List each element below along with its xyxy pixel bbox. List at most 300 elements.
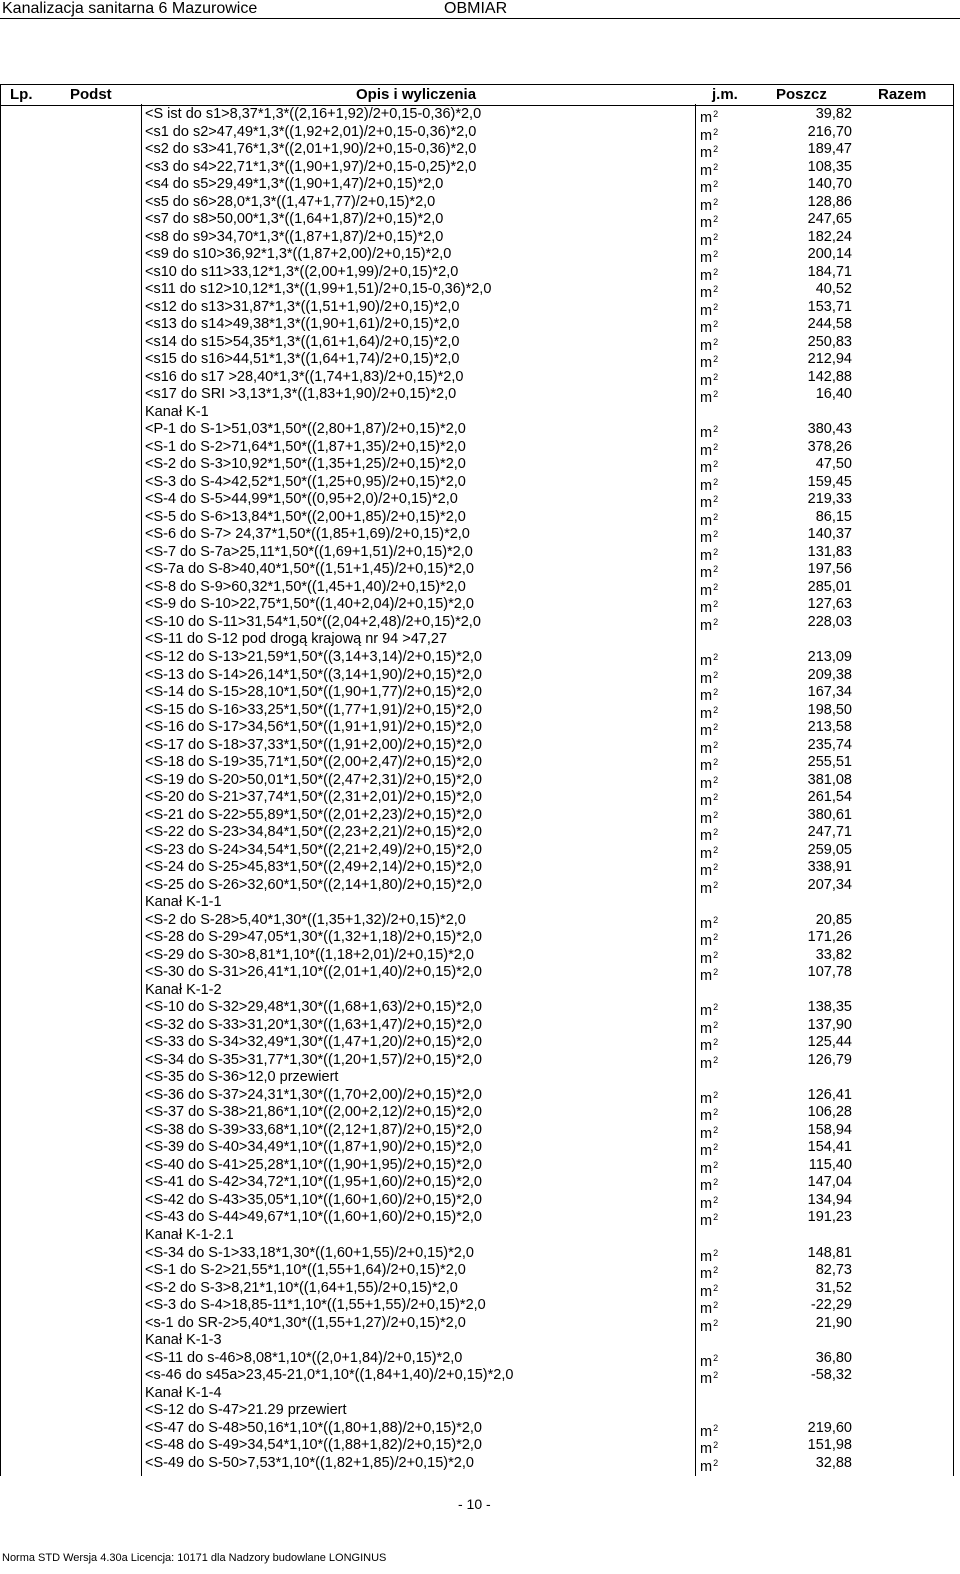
row-value: 128,86	[807, 193, 852, 210]
table-row	[0, 842, 960, 860]
row-description: Kanał K-1-2	[145, 981, 222, 998]
row-value: 36,80	[815, 1349, 852, 1366]
row-description: <S-7 do S-7a>25,11*1,50*((1,69+1,51)/2+0,15)*2,0	[145, 543, 473, 560]
row-value: 159,45	[807, 473, 852, 490]
row-description: <S-30 do S-31>26,41*1,10*((2,01+1,40)/2+0,15)*2,0	[145, 964, 482, 981]
row-unit-exponent: 2	[713, 1370, 719, 1381]
table-row	[0, 1280, 960, 1298]
table-row	[0, 1437, 960, 1458]
row-unit-base: m	[700, 1301, 713, 1318]
table-row	[0, 596, 960, 617]
row-unit-base: m	[700, 915, 713, 932]
section-title: OBMIAR	[444, 0, 508, 17]
row-description: <S-3 do S-4>18,85-11*1,10*((1,55+1,55)/2+0,15)*2,0	[145, 1297, 486, 1314]
row-unit-exponent: 2	[713, 862, 719, 873]
row-unit-exponent: 2	[713, 757, 719, 768]
row-description: <s14 do s15>54,35*1,3*((1,61+1,64)/2+0,15)*2,0	[145, 333, 460, 350]
table-row	[0, 386, 960, 407]
row-value: 338,91	[807, 859, 852, 876]
row-unit-exponent: 2	[713, 669, 719, 680]
table-row	[0, 316, 960, 337]
row-unit-base: m	[700, 1213, 713, 1230]
row-unit-exponent: 2	[713, 389, 719, 400]
row-unit-base: m	[700, 600, 713, 617]
table-row	[0, 1332, 960, 1350]
row-unit-exponent: 2	[713, 1002, 719, 1013]
row-unit-base: m	[700, 688, 713, 705]
row-value: 140,37	[807, 526, 852, 543]
table-row	[0, 719, 960, 740]
row-unit-exponent: 2	[713, 529, 719, 540]
table-row	[0, 614, 960, 632]
row-description: <S-1 do S-2>21,55*1,10*((1,55+1,64)/2+0,15)*2,0	[145, 1262, 466, 1279]
row-description: <s7 do s8>50,00*1,3*((1,64+1,87)/2+0,15)*2,0	[145, 211, 444, 228]
table-row	[0, 649, 960, 667]
table-row	[0, 1052, 960, 1070]
row-unit-base: m	[700, 810, 713, 827]
row-value: 380,61	[807, 806, 852, 823]
row-description: <s1 do s2>47,49*1,3*((1,92+2,01)/2+0,15-0,36)*2,0	[145, 123, 477, 140]
table-row	[0, 894, 960, 912]
row-unit-exponent: 2	[713, 687, 719, 698]
table-row	[0, 421, 960, 442]
row-unit-exponent: 2	[713, 722, 719, 733]
row-value: 33,82	[815, 946, 852, 963]
table-row	[0, 999, 960, 1020]
row-unit-exponent: 2	[713, 1107, 719, 1118]
row-value: 191,23	[807, 1209, 852, 1226]
column-header-jm: j.m.	[712, 86, 738, 103]
row-description: <S-6 do S-7> 24,37*1,50*((1,85+1,69)/2+0,15)*2,0	[145, 526, 470, 543]
row-unit-exponent: 2	[713, 319, 719, 330]
row-unit-base: m	[700, 582, 713, 599]
row-description: <S-28 do S-29>47,05*1,30*((1,32+1,18)/2+0,15)*2,0	[145, 929, 482, 946]
row-unit	[700, 1455, 718, 1477]
table-row	[0, 912, 960, 930]
row-description: <S-10 do S-32>29,48*1,30*((1,68+1,63)/2+0,15)*2,0	[145, 999, 482, 1016]
row-description: <S-14 do S-15>28,10*1,50*((1,90+1,77)/2+0,15)*2,0	[145, 684, 482, 701]
row-unit-exponent: 2	[713, 266, 719, 277]
table-row	[0, 106, 960, 124]
row-unit-exponent: 2	[713, 616, 719, 627]
row-description: <S-39 do S-40>34,49*1,10*((1,87+1,90)/2+0,15)*2,0	[145, 1139, 482, 1156]
row-unit-exponent: 2	[713, 144, 719, 155]
page-number: - 10 -	[458, 1496, 491, 1512]
row-value: 40,52	[815, 281, 852, 298]
row-unit-exponent: 2	[713, 879, 719, 890]
row-description: Kanał K-1	[145, 403, 209, 420]
row-unit-exponent: 2	[713, 1177, 719, 1188]
row-description: <s15 do s16>44,51*1,3*((1,64+1,74)/2+0,15)*2,0	[145, 351, 460, 368]
row-value: 20,85	[815, 911, 852, 928]
table-row	[0, 491, 960, 512]
table-row	[0, 334, 960, 352]
row-description: <S-15 do S-16>33,25*1,50*((1,77+1,91)/2+0,15)*2,0	[145, 701, 482, 718]
row-value: 167,34	[807, 684, 852, 701]
row-description: <S-12 do S-13>21,59*1,50*((3,14+3,14)/2+0,15)*2,0	[145, 648, 482, 665]
table-row	[0, 1157, 960, 1175]
row-value: 213,09	[807, 648, 852, 665]
table-row	[0, 1069, 960, 1087]
row-description: <s2 do s3>41,76*1,3*((2,01+1,90)/2+0,15-0,36)*2,0	[145, 141, 477, 158]
row-unit-exponent: 2	[713, 564, 719, 575]
row-unit-base: m	[700, 1441, 713, 1458]
table-row	[0, 877, 960, 895]
row-unit-exponent: 2	[713, 1212, 719, 1223]
row-description: <S-1 do S-2>71,64*1,50*((1,87+1,35)/2+0,15)*2,0	[145, 438, 466, 455]
row-unit-base: m	[700, 215, 713, 232]
table-row	[0, 1227, 960, 1245]
row-description: <S-43 do S-44>49,67*1,10*((1,60+1,60)/2+0,15)*2,0	[145, 1209, 482, 1226]
column-header-razem: Razem	[878, 86, 927, 103]
row-value: 228,03	[807, 613, 852, 630]
table-row	[0, 176, 960, 197]
row-unit-base: m	[700, 1283, 713, 1300]
table-row	[0, 474, 960, 492]
row-unit-base: m	[700, 652, 713, 669]
table-row	[0, 159, 960, 177]
column-header-poszcz: Poszcz	[776, 86, 827, 103]
table-row	[0, 141, 960, 162]
table-row	[0, 246, 960, 267]
row-unit-base: m	[700, 425, 713, 442]
row-unit-base: m	[700, 828, 713, 845]
row-unit-base: m	[700, 180, 713, 197]
row-description: <S-35 do S-36>12,0 przewiert	[145, 1069, 339, 1086]
row-value: 261,54	[807, 789, 852, 806]
row-value: 126,41	[807, 1086, 852, 1103]
table-row	[0, 281, 960, 302]
row-description: <S-36 do S-37>24,31*1,30*((1,70+2,00)/2+0,15)*2,0	[145, 1086, 482, 1103]
row-unit-exponent: 2	[713, 1194, 719, 1205]
row-value: 247,71	[807, 824, 852, 841]
row-unit-exponent: 2	[713, 441, 719, 452]
row-value: 86,15	[815, 508, 852, 525]
row-value: 189,47	[807, 141, 852, 158]
row-value: 200,14	[807, 246, 852, 263]
row-unit-base: m	[700, 1020, 713, 1037]
row-unit-base: m	[700, 477, 713, 494]
row-unit-base: m	[700, 162, 713, 179]
row-unit-base: m	[700, 845, 713, 862]
row-unit-base: m	[700, 285, 713, 302]
row-unit-exponent: 2	[713, 1247, 719, 1258]
row-unit-exponent: 2	[713, 179, 719, 190]
row-unit-exponent: 2	[713, 546, 719, 557]
row-description: <s3 do s4>22,71*1,3*((1,90+1,97)/2+0,15-0,25)*2,0	[145, 158, 477, 175]
row-unit-exponent: 2	[713, 424, 719, 435]
row-unit-exponent: 2	[713, 949, 719, 960]
row-description: <S-22 do S-23>34,84*1,50*((2,23+2,21)/2+0,15)*2,0	[145, 824, 482, 841]
row-description: Kanał K-1-3	[145, 1332, 222, 1349]
header-rule	[0, 18, 960, 19]
row-unit-base: m	[700, 1423, 713, 1440]
row-value: 147,04	[807, 1174, 852, 1191]
row-unit-base: m	[700, 1318, 713, 1335]
row-unit-exponent: 2	[713, 1457, 719, 1468]
row-value: 213,58	[807, 719, 852, 736]
row-description: <P-1 do S-1>51,03*1,50*((2,80+1,87)/2+0,15)*2,0	[145, 421, 466, 438]
table-row	[0, 124, 960, 142]
row-unit-base: m	[700, 547, 713, 564]
row-unit-base: m	[700, 723, 713, 740]
table-row	[0, 579, 960, 597]
row-value: 16,40	[815, 386, 852, 403]
table-row	[0, 439, 960, 457]
row-description: <s13 do s14>49,38*1,3*((1,90+1,61)/2+0,15)*2,0	[145, 316, 460, 333]
row-value: 158,94	[807, 1121, 852, 1138]
row-value: 127,63	[807, 596, 852, 613]
table-row	[0, 299, 960, 317]
row-value: 197,56	[807, 561, 852, 578]
table-row	[0, 1139, 960, 1160]
row-unit-exponent: 2	[713, 739, 719, 750]
row-unit-exponent: 2	[713, 809, 719, 820]
row-unit-exponent: 2	[713, 1124, 719, 1135]
row-description: <S-13 do S-14>26,14*1,50*((3,14+1,90)/2+0,15)*2,0	[145, 666, 482, 683]
row-unit-exponent: 2	[713, 231, 719, 242]
row-unit-base: m	[700, 670, 713, 687]
table-row	[0, 929, 960, 950]
row-unit-exponent: 2	[713, 196, 719, 207]
row-value: -58,32	[810, 1367, 852, 1384]
row-unit-exponent: 2	[713, 1265, 719, 1276]
row-description: <S-2 do S-28>5,40*1,30*((1,35+1,32)/2+0,15)*2,0	[145, 911, 466, 928]
row-value: 380,43	[807, 421, 852, 438]
table-row	[0, 1297, 960, 1318]
row-unit-exponent: 2	[713, 354, 719, 365]
row-value: 216,70	[807, 123, 852, 140]
row-value: 142,88	[807, 368, 852, 385]
table-row	[0, 807, 960, 825]
row-unit-base: m	[700, 740, 713, 757]
row-description: <s-46 do s45a>23,45-21,0*1,10*((1,84+1,40)/2+0,15)*2,0	[145, 1367, 514, 1384]
row-unit-exponent: 2	[713, 1440, 719, 1451]
table-row	[0, 1174, 960, 1195]
row-unit-exponent: 2	[713, 1037, 719, 1048]
row-description: Kanał K-1-4	[145, 1384, 222, 1401]
row-unit-base: m	[700, 460, 713, 477]
row-unit-base: m	[700, 617, 713, 634]
row-unit-base: m	[700, 933, 713, 950]
row-value: 31,52	[815, 1279, 852, 1296]
row-unit-base: m	[700, 495, 713, 512]
row-unit-exponent: 2	[713, 844, 719, 855]
row-unit-exponent: 2	[713, 161, 719, 172]
row-description: <s8 do s9>34,70*1,3*((1,87+1,87)/2+0,15)*2,0	[145, 228, 444, 245]
row-description: <S-34 do S-35>31,77*1,30*((1,20+1,57)/2+0,15)*2,0	[145, 1051, 482, 1068]
row-description: <s5 do s6>28,0*1,3*((1,47+1,77)/2+0,15)*2,0	[145, 193, 436, 210]
row-description: <S-24 do S-25>45,83*1,50*((2,49+2,14)/2+0,15)*2,0	[145, 859, 482, 876]
table-row	[0, 1402, 960, 1420]
row-value: 219,33	[807, 491, 852, 508]
row-value: 39,82	[815, 106, 852, 122]
row-unit-base: m	[700, 1266, 713, 1283]
row-unit-base: m	[700, 110, 713, 126]
row-description: <S-21 do S-22>55,89*1,50*((2,01+2,23)/2+0,15)*2,0	[145, 806, 482, 823]
row-unit-exponent: 2	[713, 494, 719, 505]
row-value: 182,24	[807, 228, 852, 245]
table-row	[0, 194, 960, 212]
row-unit-base: m	[700, 302, 713, 319]
row-unit-base: m	[700, 390, 713, 407]
row-unit-base: m	[700, 565, 713, 582]
table-row	[0, 526, 960, 547]
row-value: 106,28	[807, 1104, 852, 1121]
row-unit-exponent: 2	[713, 651, 719, 662]
table-row	[0, 1420, 960, 1438]
row-unit-exponent: 2	[713, 914, 719, 925]
row-unit-base: m	[700, 530, 713, 547]
table-row	[0, 754, 960, 775]
row-unit-exponent: 2	[713, 371, 719, 382]
row-unit-exponent: 2	[713, 774, 719, 785]
row-unit-base: m	[700, 793, 713, 810]
table-row	[0, 1367, 960, 1388]
row-value: 244,58	[807, 316, 852, 333]
row-unit-exponent: 2	[713, 1317, 719, 1328]
table-row	[0, 1455, 960, 1473]
row-value: 209,38	[807, 666, 852, 683]
row-unit-exponent: 2	[713, 1019, 719, 1030]
row-value: 126,79	[807, 1051, 852, 1068]
row-value: 247,65	[807, 211, 852, 228]
row-unit-base: m	[700, 968, 713, 985]
table-row	[0, 1350, 960, 1368]
row-unit-base: m	[700, 1353, 713, 1370]
row-unit-exponent: 2	[713, 214, 719, 225]
row-description: <S-5 do S-6>13,84*1,50*((2,00+1,85)/2+0,15)*2,0	[145, 508, 466, 525]
row-value: 138,35	[807, 999, 852, 1016]
table-row	[0, 1315, 960, 1333]
row-value: 115,40	[808, 1156, 852, 1173]
row-description: <S-49 do S-50>7,53*1,10*((1,82+1,85)/2+0,15)*2,0	[145, 1454, 474, 1471]
measurement-table-body	[0, 106, 960, 1475]
row-description: <s4 do s5>29,49*1,3*((1,90+1,47)/2+0,15)*2,0	[145, 176, 444, 193]
row-unit-exponent: 2	[713, 1089, 719, 1100]
row-description: <S-40 do S-41>25,28*1,10*((1,90+1,95)/2+0,15)*2,0	[145, 1156, 482, 1173]
row-unit-exponent: 2	[713, 792, 719, 803]
table-row	[0, 456, 960, 477]
row-description: <S-9 do S-10>22,75*1,50*((1,40+2,04)/2+0,15)*2,0	[145, 596, 474, 613]
row-value: 82,73	[815, 1262, 852, 1279]
row-description: <S-10 do S-11>31,54*1,50*((2,04+2,48)/2+0,15)*2,0	[145, 613, 481, 630]
row-unit-base: m	[700, 145, 713, 162]
row-description: <S-25 do S-26>32,60*1,50*((2,14+1,80)/2+0,15)*2,0	[145, 876, 482, 893]
row-description: <S-11 do S-12 pod drogą krajową nr 94 >47,27	[145, 631, 448, 648]
row-unit-base: m	[700, 320, 713, 337]
table-row	[0, 404, 960, 422]
row-unit-exponent: 2	[713, 476, 719, 487]
row-unit-base: m	[700, 337, 713, 354]
row-unit-base: m	[700, 863, 713, 880]
row-description: <S ist do s1>8,37*1,3*((2,16+1,92)/2+0,15-0,36)*2,0	[145, 106, 482, 122]
table-row	[0, 561, 960, 582]
table-row	[0, 1122, 960, 1140]
row-unit-exponent: 2	[713, 249, 719, 260]
table-row	[0, 1209, 960, 1230]
row-description: <S-8 do S-9>60,32*1,50*((1,45+1,40)/2+0,15)*2,0	[145, 578, 466, 595]
row-unit-exponent: 2	[713, 1054, 719, 1065]
table-row	[0, 684, 960, 705]
row-description: <s9 do s10>36,92*1,3*((1,87+2,00)/2+0,15)*2,0	[145, 246, 452, 263]
row-unit-base: m	[700, 1160, 713, 1177]
row-value: 153,71	[807, 298, 852, 315]
row-unit-exponent: 2	[713, 704, 719, 715]
column-header-lp: Lp.	[10, 86, 33, 103]
row-description: <S-42 do S-43>35,05*1,10*((1,60+1,60)/2+0,15)*2,0	[145, 1191, 482, 1208]
row-description: <S-41 do S-42>34,72*1,10*((1,95+1,60)/2+0,15)*2,0	[145, 1174, 482, 1191]
row-unit-exponent: 2	[713, 581, 719, 592]
row-unit-exponent: 2	[713, 336, 719, 347]
row-unit-base: m	[700, 512, 713, 529]
row-unit-base: m	[700, 250, 713, 267]
table-row	[0, 631, 960, 649]
table-row	[0, 1245, 960, 1263]
row-unit-exponent: 2	[713, 126, 719, 137]
row-unit-exponent: 2	[713, 301, 719, 312]
table-row	[0, 264, 960, 282]
table-row	[0, 667, 960, 685]
table-row	[0, 509, 960, 527]
row-description: <s-1 do SR-2>5,40*1,30*((1,55+1,27)/2+0,15)*2,0	[145, 1314, 466, 1331]
row-unit-base: m	[700, 197, 713, 214]
row-description: <s10 do s11>33,12*1,3*((2,00+1,99)/2+0,15)*2,0	[145, 263, 459, 280]
row-description: <S-34 do S-1>33,18*1,30*((1,60+1,55)/2+0,15)*2,0	[145, 1244, 474, 1261]
row-value: 154,41	[807, 1139, 852, 1156]
table-row	[0, 1385, 960, 1403]
table-row	[0, 351, 960, 372]
row-unit-base: m	[700, 1178, 713, 1195]
row-description: Kanał K-1-1	[145, 894, 222, 911]
row-unit-base: m	[700, 1125, 713, 1142]
row-unit-exponent: 2	[713, 827, 719, 838]
row-description: Kanał K-1-2.1	[145, 1227, 234, 1243]
table-row	[0, 789, 960, 810]
row-description: <s16 do s17 >28,40*1,3*((1,74+1,83)/2+0,15)*2,0	[145, 368, 464, 385]
row-unit-exponent: 2	[713, 599, 719, 610]
row-unit-base: m	[700, 1143, 713, 1160]
row-unit-base: m	[700, 372, 713, 389]
row-unit-base: m	[700, 950, 713, 967]
footer-license: Norma STD Wersja 4.30a Licencja: 10171 dla Nadzory budowlane LONGINUS	[2, 1552, 387, 1564]
row-value: 207,34	[807, 876, 852, 893]
row-value: 148,81	[807, 1244, 852, 1261]
table-row	[0, 964, 960, 985]
row-unit-exponent: 2	[713, 1300, 719, 1311]
row-description: <S-3 do S-4>42,52*1,50*((1,25+0,95)/2+0,15)*2,0	[145, 473, 466, 490]
row-unit-exponent: 2	[713, 1142, 719, 1153]
table-header	[0, 84, 954, 106]
table-row	[0, 824, 960, 845]
row-unit-base: m	[700, 1108, 713, 1125]
row-unit-base: m	[700, 1458, 713, 1475]
row-value: 108,35	[807, 158, 852, 175]
table-row	[0, 1034, 960, 1055]
row-description: <S-29 do S-30>8,81*1,10*((1,18+2,01)/2+0,15)*2,0	[145, 946, 474, 963]
row-value: 235,74	[807, 736, 852, 753]
row-value: 184,71	[807, 263, 852, 280]
row-description: <S-12 do S-47>21.29 przewiert	[145, 1402, 347, 1419]
row-value: 255,51	[807, 754, 852, 771]
row-unit-base: m	[700, 1038, 713, 1055]
row-value: 198,50	[807, 701, 852, 718]
row-description: <S-7a do S-8>40,40*1,50*((1,51+1,45)/2+0,15)*2,0	[145, 561, 474, 578]
row-value: 137,90	[807, 1016, 852, 1033]
row-description: <S-4 do S-5>44,99*1,50*((0,95+2,0)/2+0,15)*2,0	[145, 491, 458, 508]
table-row	[0, 859, 960, 880]
row-value: 32,88	[815, 1454, 852, 1471]
